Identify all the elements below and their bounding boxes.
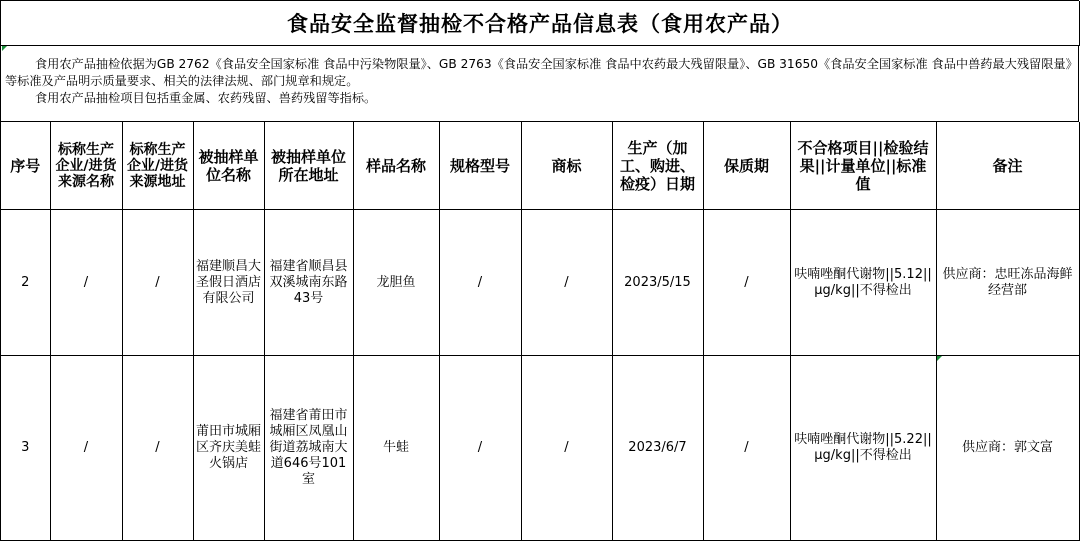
header-source-address: 标称生产企业/进货来源地址 — [122, 122, 193, 210]
cell-sampled-unit-name: 莆田市城厢区齐庆美蛙火锅店 — [193, 356, 264, 541]
header-no: 序号 — [1, 122, 50, 210]
note-line-1: 食用农产品抽检依据为GB 2762《食品安全国家标准 食品中污染物限量》、GB 2763《食品安全国家标准 食品中农药最大残留限量》、GB 31650《食品安全国家标准 食品中兽药最大残留限量》等标准及产品明示质量要求、相关的法律法规、部门规章和规定。 — [5, 57, 1072, 88]
cell-sample-name: 牛蛙 — [353, 356, 439, 541]
cell-result: 呋喃唑酮代谢物||5.22||μg/kg||不得检出 — [790, 356, 936, 541]
cell-shelf-life: / — [703, 210, 790, 356]
header-result: 不合格项目||检验结果||计量单位||标准值 — [790, 122, 936, 210]
cell-sampled-unit-address: 福建省莆田市城厢区凤凰山街道荔城南大道646号101室 — [264, 356, 353, 541]
cell-spec: / — [439, 356, 521, 541]
cell-sample-name: 龙胆鱼 — [353, 210, 439, 356]
header-sampled-unit-address: 被抽样单位所在地址 — [264, 122, 353, 210]
table-header-row — [1, 122, 1079, 210]
cell-result: 呋喃唑酮代谢物||5.12||μg/kg||不得检出 — [790, 210, 936, 356]
cell-no: 3 — [1, 356, 50, 541]
sheet-title: 食品安全监督抽检不合格产品信息表（食用农产品） — [1, 1, 1080, 46]
note-line-2: 食用农产品抽检项目包括重金属、农药残留、兽药残留等指标。 — [35, 91, 377, 105]
cell-source-address: / — [122, 356, 193, 541]
cell-remark — [936, 356, 1079, 541]
notes-block — [1, 46, 1079, 122]
header-remark: 备注 — [936, 122, 1079, 210]
cell-sampled-unit-address: 福建省顺昌县双溪城南东路43号 — [264, 210, 353, 356]
header-sample-name: 样品名称 — [353, 122, 439, 210]
comment-marker-icon — [937, 356, 942, 361]
header-date: 生产（加工、购进、检疫）日期 — [612, 122, 703, 210]
cell-shelf-life: / — [703, 356, 790, 541]
cell-no: 2 — [1, 210, 50, 356]
table-row — [1, 356, 1079, 541]
header-source-name: 标称生产企业/进货来源名称 — [50, 122, 122, 210]
cell-date: 2023/5/15 — [612, 210, 703, 356]
header-shelf-life: 保质期 — [703, 122, 790, 210]
cell-source-address: / — [122, 210, 193, 356]
cell-source-name: / — [50, 210, 122, 356]
header-spec: 规格型号 — [439, 122, 521, 210]
header-sampled-unit-name: 被抽样单位名称 — [193, 122, 264, 210]
table-row — [1, 210, 1079, 356]
cell-brand: / — [521, 356, 612, 541]
cell-sampled-unit-name: 福建顺昌大圣假日酒店有限公司 — [193, 210, 264, 356]
cell-remark-text: 供应商：郭文富 — [961, 440, 1053, 455]
cell-date: 2023/6/7 — [612, 356, 703, 541]
cell-source-name: / — [50, 356, 122, 541]
header-brand: 商标 — [521, 122, 612, 210]
cell-brand: / — [521, 210, 612, 356]
cell-remark: 供应商：忠旺冻品海鲜经营部 — [936, 210, 1079, 356]
cell-spec: / — [439, 210, 521, 356]
nonconforming-products-table — [1, 122, 1080, 541]
